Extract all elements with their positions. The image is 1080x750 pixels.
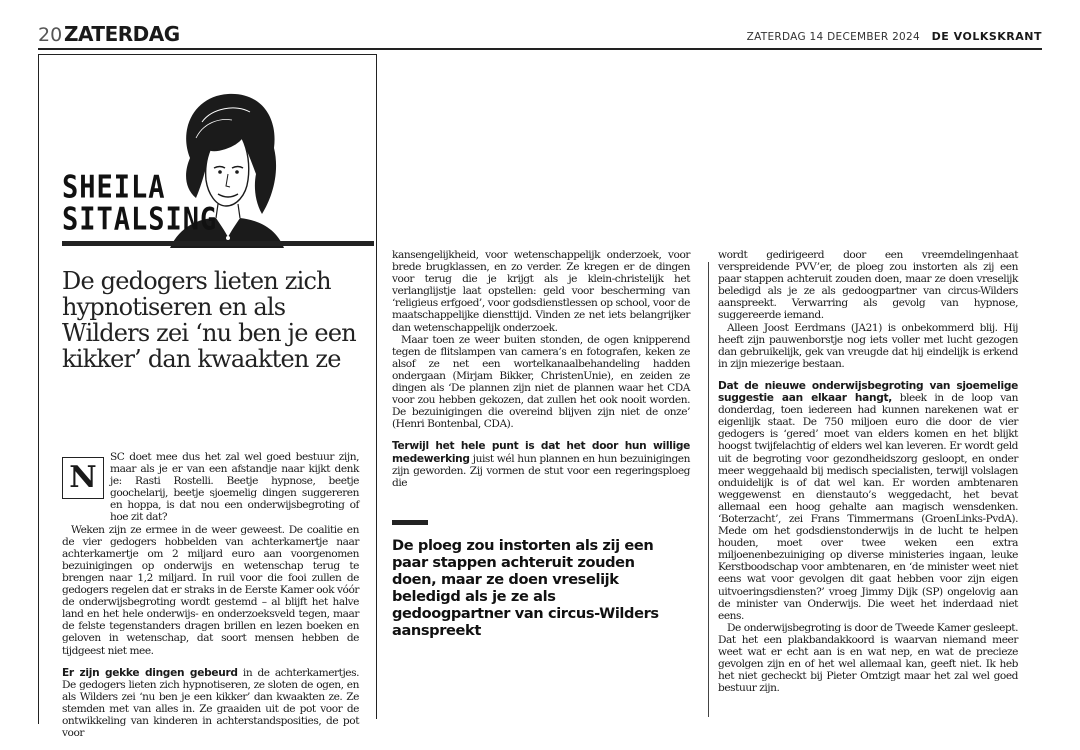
author-rule (62, 241, 374, 246)
column-divider (376, 54, 377, 719)
pull-quote-rule (392, 520, 428, 525)
issue-date: ZATERDAG 14 DECEMBER 2024 (746, 31, 920, 43)
newspaper-name: DE VOLKSKRANT (931, 30, 1042, 43)
paragraph: Maar toen ze weer buiten stonden, de ogen knipperend tegen de flitslampen van camera’s en fotografen, keken ze alsof ze net een wortelkanaalbehandeling hadden ondergaan (Mirjam Bikker, ChristenUnie), en zeiden ze dingen als ‘De plannen zijn niet de plannen waar het CDA voor zou hebben gekozen, dat zullen het ook nooit worden. De bezuinigingen die overeind blijven zijn niet de onze’ (Henri Bontenbal, CDA). (392, 333, 690, 431)
paragraph: wordt gedirigeerd door een vreemdelingenhaat verspreidende PVV’er, de ploeg zou instorten als zij een paar stappen achteruit zouden doen, maar ze doen vreselijk beledigd als je ze als gedoogpartner van circus-Wilders aanspreekt. Verwarring als gevolg van hypnose, suggereerde iemand. (718, 249, 1018, 322)
header-rule (38, 48, 1042, 50)
paragraph: De onderwijsbegroting is door de Tweede Kamer gesleept. Dat het een plakbandakkoord is waarvan niemand meer weet wat er echt aan is en wat nep, en wat de precieze gevolgen zijn en of het wel allemaal kan, geeft niet. Ik heb het niet gecheckt bij Pieter Omtzigt maar het zal wel goed bestuur zijn. (718, 621, 1018, 695)
paragraph-text: SC doet mee dus het zal wel goed bestuur zijn, maar als je er van een afstandje naar kijkt denk je: Rasti Rostelli. Beetje hypnose, beetje goochelarij, beetje sjoemelig dingen suggereren en hoppa, is dat nou een onderwijsbegroting of hoe zit dat? (110, 451, 359, 524)
column-box-left-rule (38, 54, 39, 724)
paragraph-lead: Er zijn gekke dingen gebeurd (62, 666, 238, 679)
author-name (62, 169, 218, 238)
paragraph-text: juist wél hun plannen en hun bezuinigingen zijn geworden. Zij vormen de stut voor een regeringsploeg die (392, 452, 690, 489)
section-title: ZATERDAG (64, 22, 180, 46)
paragraph (62, 667, 359, 740)
paragraph: Alleen Joost Eerdmans (JA21) is onbekommerd blij. Hij heeft zijn pauwenborstje nog iets voller met lucht gezogen dan gebruikelijk, gek van vreugde dat hij eindelijk is erkend in zijn miezerige bestaan. (718, 321, 1018, 370)
body-column-3 (718, 249, 1018, 694)
article-headline: De gedogers lieten zich hypnotiseren en als Wilders zei ‘nu ben je een kikker’ dan kwaakten ze (62, 267, 356, 373)
paragraph (392, 440, 690, 488)
paragraph-text: in de achterkamertjes. De gedogers lieten zich hypnotiseren, ze sloten de ogen, en als Wilders zei ‘nu ben je een kikker’ dan kwaakten ze. Ze stemden met van alles in. Ze graaiden uit de pot voor de ontwikkeling van kinderen in achterstandsposities, de pot voor (62, 666, 360, 740)
paragraph: kansengelijkheid, voor wetenschappelijk onderzoek, voor brede brugklassen, en zo verder. Ze kregen er de dingen voor terug die je krijgt als je klein-christelijk het verlanglijstje laat opstellen: geld voor bescherming van ‘religieus erfgoed’, voor godsdienstlessen op school, voor de maatschappelijke diensttijd. Vinden ze net iets belangrijker dan wetenschappelijk onderzoek. (392, 249, 690, 334)
column-divider-right (708, 262, 709, 717)
drop-cap: N (62, 457, 104, 499)
paragraph (718, 380, 1018, 622)
paragraph-lead: Dat de nieuwe onderwijsbegroting van sjoemelige suggestie aan elkaar hangt, (718, 379, 1018, 405)
page-number: 20 (38, 24, 63, 46)
paragraph-lead: Terwijl het hele punt is dat het door hun willige medewerking (392, 440, 690, 465)
paragraph: Weken zijn ze ermee in de weer geweest. De coalitie en de vier gedogers hobbelden van achterkamertje naar achterkamertje om 2 miljard euro aan voorgenomen bezuinigingen op onderwijs en wetenschap terug te brengen naar 1,2 miljard. In ruil voor die fooi zullen de gedogers regelen dat er straks in de Eerste Kamer ook vóór de onderwijsbegroting wordt gestemd – al blijft het halve land en het hele onderwijs- en onderzoeksveld tegen, maar de felste tegenstanders dragen brillen en lezen boeken en geloven in wetenschap, dat soort mensen hebben de tijdgeest niet mee. (62, 523, 359, 657)
paragraph-text: bleek in de loop van donderdag, toen iedereen had kunnen narekenen wat er eigenlijk staat. De 750 miljoen euro die door de vier gedogers is ‘gered’ moet van elders komen en het blijkt hoogst twijfelachtig of elders wel kan leveren. Er wordt geld uit de begroting voor gezondheidszorg gesloopt, en onder meer weggehaald bij medisch specialisten, terwijl volslagen onduidelijk is of dat wel kan. Er worden ambtenaren weggewenst en dienstauto’s weggedacht, het bevat allemaal een hoog gehalte aan magisch wensdenken. ‘Boterzacht’, zei Frans Timmermans (GroenLinks-PvdA). Mede om het godsdienstonderwijs in de lucht te helpen houden, moet over twee weken een extra miljoenenbezuiniging op diverse ministeries ingaan, leuke Kerstboodschap voor ambtenaren, en ‘de minister weet niet eens wat voor gevolgen dit gaat hebben voor zijn eigen uitvoeringsdiensten?’ vroeg Jimmy Dijk (SP) ongelovig aan de minister van Onderwijs. Die weet het inderdaad niet eens. (718, 392, 1018, 622)
column-box-top-rule (38, 54, 376, 55)
paragraph (62, 451, 359, 524)
author-first-name: SHEILA (62, 169, 166, 206)
body-column-1 (62, 451, 359, 739)
pull-quote: De ploeg zou instorten als zij een paar stappen achteruit zouden doen, maar ze doen vreselijk beledigd als je ze als gedoogpartner van circus-Wilders aanspreekt (392, 537, 659, 639)
author-last-name: SITALSING (62, 201, 218, 238)
body-column-2 (392, 249, 690, 489)
